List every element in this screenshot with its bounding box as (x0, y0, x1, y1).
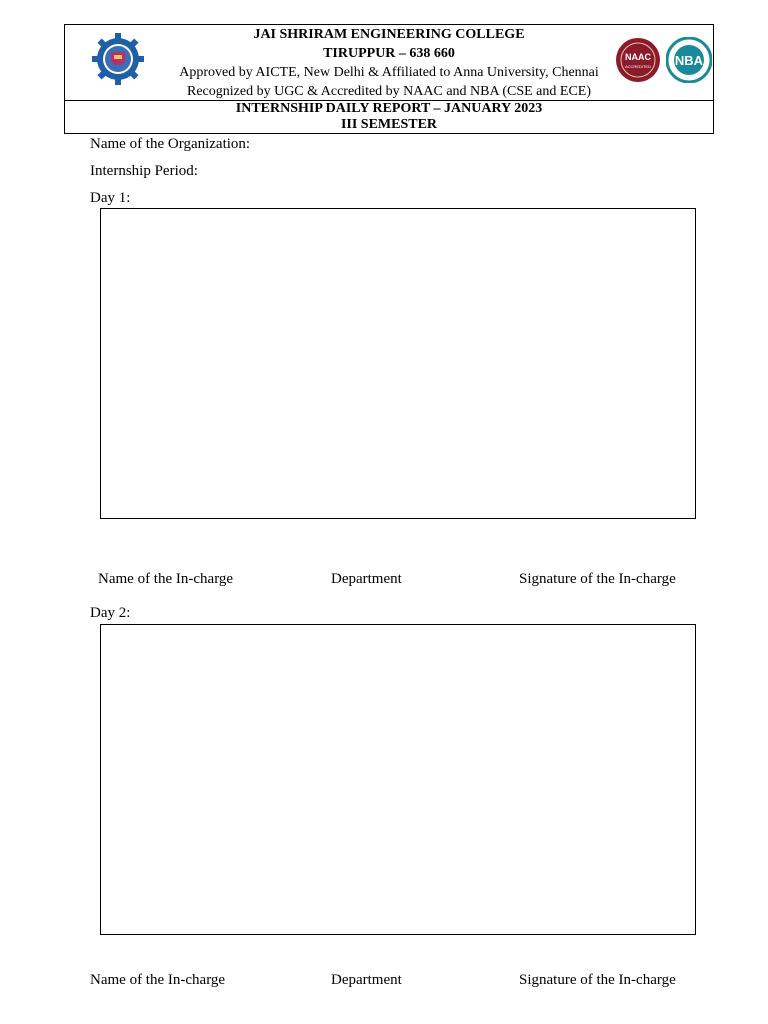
day-1-incharge-name-label: Name of the In-charge (98, 571, 234, 587)
report-title-block (65, 101, 713, 133)
day-1-label: Day 1: (90, 190, 131, 206)
day-1-report-box[interactable] (100, 208, 696, 519)
day-1-signature-label: Signature of the In-charge (519, 571, 676, 587)
header-top-section (65, 25, 713, 101)
day-2-department-label: Department (331, 972, 402, 988)
college-name: JAI SHRIRAM ENGINEERING COLLEGE (253, 27, 525, 42)
approval-line: Approved by AICTE, New Delhi & Affiliated to Anna University, Chennai (179, 65, 599, 80)
semester-label: III SEMESTER (340, 117, 438, 132)
report-title: INTERNSHIP DAILY REPORT – JANUARY 2023 (235, 101, 543, 116)
document-header (64, 24, 714, 134)
naac-logo-text: NAAC (625, 52, 651, 62)
naac-logo-icon (615, 37, 661, 83)
naac-logo-subtext: ACCREDITED (624, 64, 652, 69)
organization-label: Name of the Organization: (90, 136, 251, 152)
day-2-report-box[interactable] (100, 624, 696, 935)
day-1-department-label: Department (331, 571, 402, 587)
header-bottom-section (65, 101, 713, 135)
day-2-incharge-name-label: Name of the In-charge (90, 972, 226, 988)
day-2-label: Day 2: (90, 605, 131, 621)
college-address: TIRUPPUR – 638 660 (323, 46, 455, 61)
recognition-line: Recognized by UGC & Accredited by NAAC and NBA (CSE and ECE) (187, 84, 591, 99)
day-2-signature-label: Signature of the In-charge (519, 972, 676, 988)
nba-logo-icon (666, 37, 712, 83)
internship-period-label: Internship Period: (90, 163, 198, 179)
nba-logo-text: NBA (674, 53, 704, 68)
